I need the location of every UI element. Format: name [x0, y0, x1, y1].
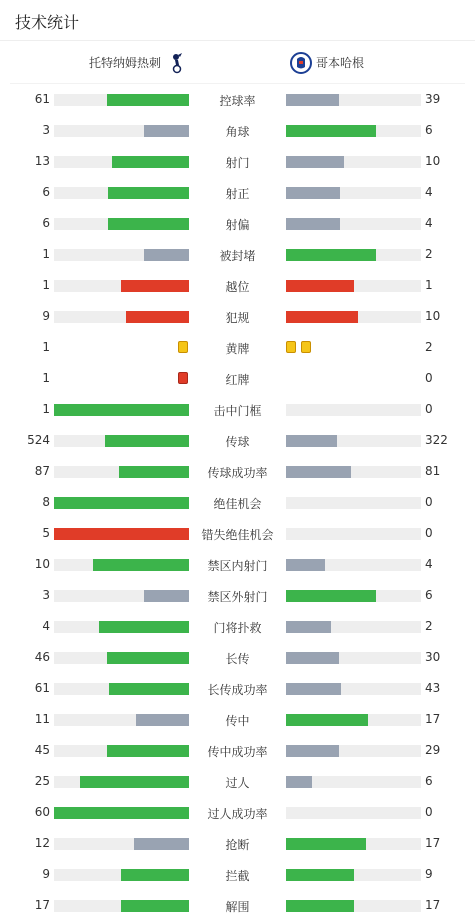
home-stat-fill [136, 714, 189, 726]
home-stat-fill [112, 156, 189, 168]
away-stat-value: 0 [425, 495, 433, 509]
stat-row [0, 673, 475, 704]
home-stat-fill [107, 745, 189, 757]
away-stat-value: 17 [425, 836, 441, 850]
home-stat-value: 4 [42, 619, 50, 633]
stat-label: 控球率 [219, 94, 256, 108]
stat-label: 射正 [225, 187, 250, 201]
yellow-card-icon [301, 341, 311, 353]
away-team-name: 哥本哈根 [316, 55, 365, 70]
away-stat-value: 17 [425, 712, 441, 726]
home-stat-value: 3 [42, 588, 50, 602]
stat-label: 射门 [225, 156, 250, 170]
home-stat-fill [119, 466, 189, 478]
away-stat-bar [286, 900, 421, 912]
home-stat-bar [54, 900, 189, 912]
stat-label: 错失绝佳机会 [201, 528, 274, 542]
away-stat-bar [286, 280, 421, 292]
stat-label: 长传成功率 [207, 683, 268, 697]
away-stat-bar [286, 156, 421, 168]
away-stat-bar [286, 745, 421, 757]
yellow-card-icon [286, 341, 296, 353]
away-stat-bar [286, 590, 421, 602]
away-stat-fill [286, 435, 337, 447]
stat-label: 绝佳机会 [213, 497, 262, 511]
home-stat-bar [54, 156, 189, 168]
home-stat-value: 61 [34, 92, 50, 106]
home-stat-value: 1 [42, 340, 50, 354]
home-stat-fill [126, 311, 189, 323]
stat-row [0, 611, 475, 642]
stat-row [0, 828, 475, 859]
away-stat-bar [286, 218, 421, 230]
stat-row [0, 332, 475, 363]
home-stat-value: 46 [34, 650, 50, 664]
home-stat-bar [54, 745, 189, 757]
away-stat-bar [286, 714, 421, 726]
home-stat-fill [121, 280, 189, 292]
away-stat-bar [286, 466, 421, 478]
away-stat-value: 0 [425, 526, 433, 540]
home-stat-value: 6 [42, 185, 50, 199]
stat-label: 击中门框 [213, 404, 262, 418]
home-stat-fill [93, 559, 189, 571]
tottenham-crest-icon [167, 52, 187, 72]
stat-label: 抢断 [225, 838, 250, 852]
home-stat-value: 1 [42, 402, 50, 416]
away-stat-fill [286, 280, 354, 292]
home-stat-bar [54, 125, 189, 137]
away-stat-value: 2 [425, 247, 433, 261]
away-stat-fill [286, 838, 366, 850]
home-stat-value: 3 [42, 123, 50, 137]
stat-row [0, 859, 475, 890]
home-stat-fill [121, 869, 189, 881]
home-stat-value: 11 [34, 712, 50, 726]
teams-header [10, 41, 465, 84]
home-stat-bar [54, 776, 189, 788]
away-stat-value: 1 [425, 278, 433, 292]
home-stat-bar [54, 528, 189, 540]
home-stat-bar [54, 497, 189, 509]
stat-row [0, 146, 475, 177]
page-title: 技术统计 [15, 13, 80, 32]
home-stat-value: 25 [34, 774, 50, 788]
home-stat-value: 5 [42, 526, 50, 540]
stat-label: 过人 [225, 776, 250, 790]
stat-row [0, 704, 475, 735]
home-stat-value: 1 [42, 371, 50, 385]
stat-row [0, 208, 475, 239]
stat-label: 过人成功率 [207, 807, 268, 821]
yellow-card-icon [178, 341, 188, 353]
home-stat-value: 10 [34, 557, 50, 571]
stat-row [0, 270, 475, 301]
away-stat-bar [286, 187, 421, 199]
home-stat-bar [54, 187, 189, 199]
stat-label: 长传 [225, 652, 250, 666]
stat-row [0, 518, 475, 549]
stat-label: 被封堵 [219, 249, 256, 263]
home-stat-fill [134, 838, 189, 850]
home-stat-value: 9 [42, 867, 50, 881]
stat-label: 拦截 [225, 869, 250, 883]
away-stat-fill [286, 714, 368, 726]
away-stat-fill [286, 94, 339, 106]
home-stat-value: 9 [42, 309, 50, 323]
stats-header [0, 0, 475, 41]
home-team[interactable] [89, 52, 187, 72]
stat-label: 门将扑救 [213, 621, 262, 635]
stat-row [0, 642, 475, 673]
away-stat-bar [286, 807, 421, 819]
stat-row [0, 84, 475, 115]
home-stat-bar [54, 652, 189, 664]
stat-row [0, 115, 475, 146]
home-stat-bar [54, 218, 189, 230]
home-stat-bar [54, 869, 189, 881]
stat-row [0, 239, 475, 270]
home-stat-bar [54, 621, 189, 633]
home-stat-fill [109, 683, 189, 695]
away-stat-bar [286, 683, 421, 695]
home-team-name: 托特纳姆热刺 [88, 55, 161, 70]
away-stat-fill [286, 218, 340, 230]
stat-row [0, 549, 475, 580]
stat-label: 传球成功率 [207, 466, 268, 480]
away-stat-bar [286, 776, 421, 788]
home-stat-fill [107, 94, 189, 106]
stat-row [0, 425, 475, 456]
away-stat-value: 2 [425, 340, 433, 354]
away-stat-value: 0 [425, 371, 433, 385]
stat-row [0, 394, 475, 425]
away-stat-bar [286, 559, 421, 571]
away-stat-value: 4 [425, 557, 433, 571]
stat-label: 射偏 [225, 218, 250, 232]
home-stat-bar [54, 280, 189, 292]
away-stat-bar [286, 435, 421, 447]
stat-row [0, 735, 475, 766]
away-stat-fill [286, 745, 339, 757]
home-stat-value: 87 [34, 464, 50, 478]
stat-row [0, 890, 475, 921]
away-stat-fill [286, 652, 339, 664]
away-stat-fill [286, 590, 376, 602]
stat-row [0, 456, 475, 487]
stat-label: 传球 [225, 435, 250, 449]
away-stat-value: 6 [425, 588, 433, 602]
stat-label: 黄牌 [225, 342, 250, 356]
stat-label: 传中成功率 [207, 745, 268, 759]
copenhagen-crest-icon [290, 52, 310, 72]
home-stat-value: 12 [34, 836, 50, 850]
home-stat-fill [144, 590, 189, 602]
away-stat-bar [286, 311, 421, 323]
home-stat-fill [54, 497, 189, 509]
away-stat-bar [286, 404, 421, 416]
away-stat-value: 4 [425, 185, 433, 199]
away-stat-fill [286, 187, 340, 199]
home-stat-value: 6 [42, 216, 50, 230]
away-stat-fill [286, 776, 312, 788]
stat-label: 禁区内射门 [207, 559, 268, 573]
away-stat-fill [286, 621, 331, 633]
home-stat-bar [54, 311, 189, 323]
away-stat-fill [286, 683, 341, 695]
stat-label: 传中 [225, 714, 250, 728]
home-stat-value: 1 [42, 247, 50, 261]
home-stat-fill [54, 528, 189, 540]
away-stat-bar [286, 94, 421, 106]
home-stat-value: 60 [34, 805, 50, 819]
stat-label: 红牌 [225, 373, 250, 387]
home-stat-value: 61 [34, 681, 50, 695]
stat-row [0, 487, 475, 518]
away-stat-bar [286, 125, 421, 137]
stat-label: 越位 [225, 280, 250, 294]
home-stat-bar [54, 249, 189, 261]
stat-label: 解围 [225, 900, 250, 914]
home-stat-fill [105, 435, 189, 447]
home-stat-fill [144, 125, 189, 137]
home-stat-fill [80, 776, 189, 788]
away-stat-value: 2 [425, 619, 433, 633]
home-stat-fill [99, 621, 189, 633]
away-stat-value: 30 [425, 650, 441, 664]
home-stat-fill [108, 218, 189, 230]
home-stat-fill [121, 900, 189, 912]
away-stat-value: 10 [425, 154, 441, 168]
away-stat-bar [286, 838, 421, 850]
home-stat-bar [54, 590, 189, 602]
stat-row [0, 363, 475, 394]
home-stat-fill [107, 652, 189, 664]
away-stat-value: 17 [425, 898, 441, 912]
stat-row [0, 177, 475, 208]
home-stat-fill [54, 807, 189, 819]
away-stat-value: 43 [425, 681, 441, 695]
home-stat-value: 8 [42, 495, 50, 509]
away-team[interactable] [290, 52, 364, 72]
home-stat-value: 13 [34, 154, 50, 168]
home-stat-fill [144, 249, 189, 261]
away-stat-fill [286, 869, 354, 881]
stat-label: 犯规 [225, 311, 250, 325]
home-stat-bar [54, 559, 189, 571]
stat-label: 角球 [225, 125, 250, 139]
home-stat-value: 45 [34, 743, 50, 757]
home-stat-value: 1 [42, 278, 50, 292]
home-stat-value: 524 [27, 433, 50, 447]
away-stat-fill [286, 466, 351, 478]
away-stat-value: 10 [425, 309, 441, 323]
away-stat-fill [286, 156, 344, 168]
away-stat-fill [286, 249, 376, 261]
away-stat-bar [286, 621, 421, 633]
away-stat-bar [286, 528, 421, 540]
away-stat-bar [286, 869, 421, 881]
away-stat-value: 6 [425, 774, 433, 788]
away-stat-bar [286, 652, 421, 664]
stat-row [0, 580, 475, 611]
home-stat-bar [54, 435, 189, 447]
away-stat-value: 6 [425, 123, 433, 137]
home-stat-bar [54, 838, 189, 850]
away-stat-fill [286, 125, 376, 137]
stat-row [0, 301, 475, 332]
away-stat-value: 4 [425, 216, 433, 230]
stat-label: 禁区外射门 [207, 590, 268, 604]
home-stat-bar [54, 404, 189, 416]
stats-list [0, 84, 475, 921]
home-stat-bar [54, 714, 189, 726]
stat-row [0, 797, 475, 828]
away-stat-value: 0 [425, 402, 433, 416]
home-stat-bar [54, 466, 189, 478]
away-stat-value: 322 [425, 433, 448, 447]
red-card-icon [178, 372, 188, 384]
home-stat-bar [54, 683, 189, 695]
home-stat-bar [54, 94, 189, 106]
home-stat-fill [54, 404, 189, 416]
away-stat-value: 29 [425, 743, 441, 757]
away-stat-value: 0 [425, 805, 433, 819]
away-stat-fill [286, 311, 358, 323]
stat-row [0, 766, 475, 797]
away-stat-fill [286, 900, 354, 912]
home-stat-value: 17 [34, 898, 50, 912]
away-stat-value: 39 [425, 92, 441, 106]
away-stat-fill [286, 559, 325, 571]
away-stat-value: 9 [425, 867, 433, 881]
away-stat-bar [286, 249, 421, 261]
home-stat-fill [108, 187, 189, 199]
home-stat-bar [54, 807, 189, 819]
away-stat-bar [286, 497, 421, 509]
away-stat-value: 81 [425, 464, 441, 478]
